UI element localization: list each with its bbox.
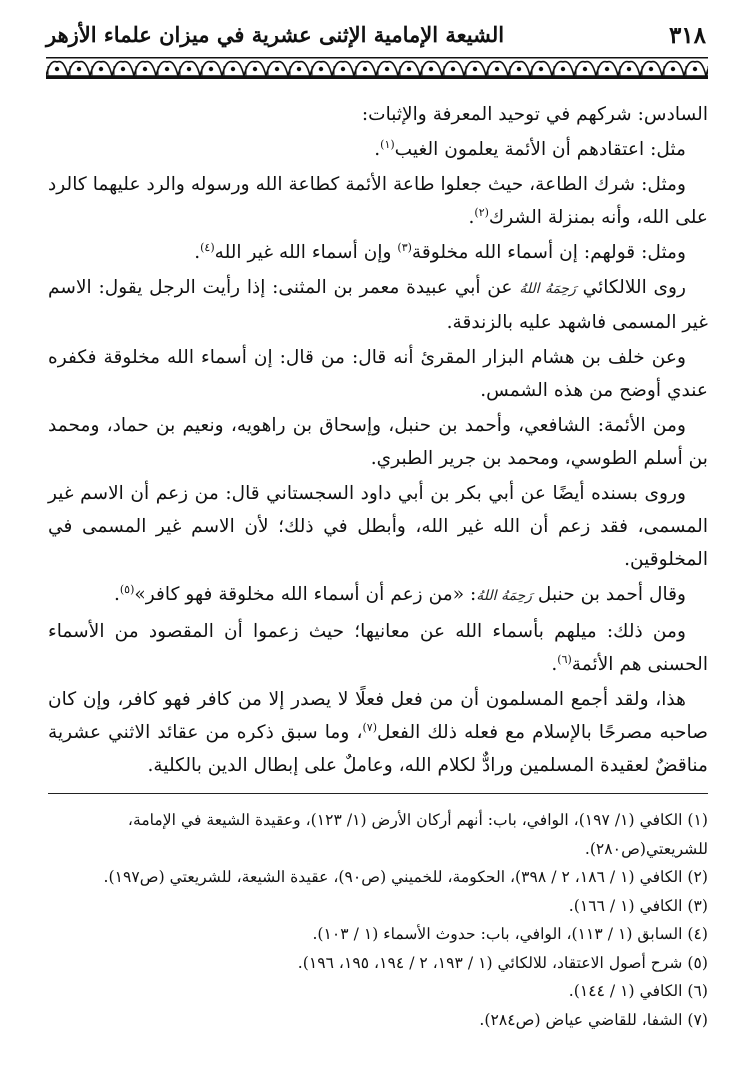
paragraph	[48, 271, 708, 339]
footnote-ref: (٧)	[362, 720, 377, 734]
paragraph-text: وقال أحمد بن حنبل	[532, 584, 686, 605]
footnote-divider	[48, 793, 708, 794]
footnotes	[48, 806, 708, 1034]
paragraph-text: مثل: اعتقادهم أن الأئمة يعلمون الغيب	[394, 139, 686, 160]
footnote-ref: (١)	[380, 137, 395, 151]
paragraph	[48, 578, 708, 613]
paragraph	[48, 341, 708, 407]
honorific-glyph: رَحِمَهُ اللهُ	[476, 588, 533, 604]
footnote: (٣) الكافي (١ / ١٦٦).	[568, 896, 708, 915]
running-title: الشيعة الإمامية الإثنى عشرية في ميزان علماء الأزهر	[46, 22, 505, 47]
footnote-ref: (٥)	[119, 582, 135, 596]
paragraph	[48, 409, 708, 475]
paragraph	[48, 615, 708, 681]
footnote-ref: (٦)	[557, 652, 572, 666]
footnote: (٧) الشفا، للقاضي عياض (ص٢٨٤).	[479, 1010, 708, 1029]
paragraph	[48, 236, 708, 269]
paragraph-text: روى اللالكائي	[575, 277, 687, 298]
paragraph-section-heading	[48, 98, 708, 131]
paragraph-text: ، وما سبق ذكره من عقائد الاثني عشرية مناقضٌ لعقيدة المسلمين ورادٌّ لكلام الله، وعاملٌ على إبطال الدين بالكلية.	[48, 722, 708, 776]
paragraph-text: .	[551, 654, 558, 675]
paragraph-text: عن أبي عبيدة معمر بن المثنى: إذا رأيت الرجل يقول: الاسم غير المسمى فاشهد عليه بالزندقة.	[48, 277, 708, 333]
footnote: (٤) السابق (١ / ١١٣)، الوافي، باب: حدوث الأسماء (١ / ١٠٣).	[312, 925, 708, 943]
footnote-ref: (٢)	[474, 205, 489, 219]
footnote: (١) الكافي (١/ ١٩٧)، الوافي، باب: أنهم أركان الأرض (١/ ١٢٣)، وعقيدة الشيعة في الإمامة، للشريعتي(ص٢٨٠).	[127, 811, 708, 858]
paragraph-text: وروى بسنده أيضًا عن أبي بكر بن أبي داود السجستاني قال: من زعم أن الاسم غير المسمى، فقد زعم أن الله غير الله، وأبطل في ذلك؛ لأن الاسم غير المسمى في المخلوقين.	[48, 483, 708, 570]
paragraph-text: : «من زعم أن أسماء الله مخلوقة فهو كافر»	[134, 584, 477, 605]
paragraph-text: .	[374, 139, 381, 160]
paragraph-text: ومثل: قولهم: إن أسماء الله مخلوقة	[411, 242, 686, 263]
paragraph-text: وإن أسماء الله غير الله	[214, 242, 398, 263]
decorative-border-ornament	[46, 56, 708, 82]
honorific-glyph: رَحِمَهُ اللهُ	[519, 281, 576, 297]
footnote: (٦) الكافي (١ / ١٤٤).	[568, 982, 708, 1000]
section-heading: السادس: شركهم في توحيد المعرفة والإثبات:	[361, 104, 708, 125]
footnote: (٢) الكافي (١ / ١٨٦، ٢ / ٣٩٨)، الحكومة، للخميني (ص٩٠)، عقيدة الشيعة، للشريعتي (ص١٩٧).	[103, 868, 708, 886]
main-text	[48, 98, 708, 784]
footnote-ref: (٤)	[200, 240, 215, 254]
paragraph	[48, 168, 708, 234]
page-number: ٣١٨	[668, 22, 706, 49]
paragraph-text: ومن الأئمة: الشافعي، وأحمد بن حنبل، وإسحاق بن راهويه، ونعيم بن حماد، ومحمد بن أسلم الطوسي، ومحمد بن جرير الطبري.	[48, 415, 708, 469]
paragraph-text: ومن ذلك: ميلهم بأسماء الله عن معانيها؛ حيث زعموا أن المقصود من الأسماء الحسنى هم الأئمة	[48, 621, 708, 675]
paragraph-text: .	[194, 242, 201, 263]
paragraph-text: .	[113, 584, 120, 605]
footnote: (٥) شرح أصول الاعتقاد، للالكائي (١ / ١٩٣، ٢ / ١٩٤، ١٩٥، ١٩٦).	[297, 953, 708, 972]
footnote-ref: (٣)	[397, 240, 412, 254]
paragraph	[48, 683, 708, 782]
paragraph-text: .	[468, 207, 475, 228]
page-header	[46, 22, 706, 52]
paragraph-text: وعن خلف بن هشام البزار المقرئ أنه قال: من قال: إن أسماء الله مخلوقة فكفره عندي أوضح من هذه الشمس.	[48, 347, 708, 401]
paragraph	[48, 133, 708, 166]
paragraph-text: ومثل: شرك الطاعة، حيث جعلوا طاعة الأئمة كطاعة الله ورسوله والرد عليهما كالرد على الله، وأنه بمنزلة الشرك	[48, 174, 708, 228]
paragraph	[48, 477, 708, 576]
paragraph-text: هذا، ولقد أجمع المسلمون أن من فعل فعلًا لا يصدر إلا من كافر فهو كافر، وإن كان صاحبه مصرحًا بالإسلام مع فعله ذلك الفعل	[48, 689, 708, 743]
